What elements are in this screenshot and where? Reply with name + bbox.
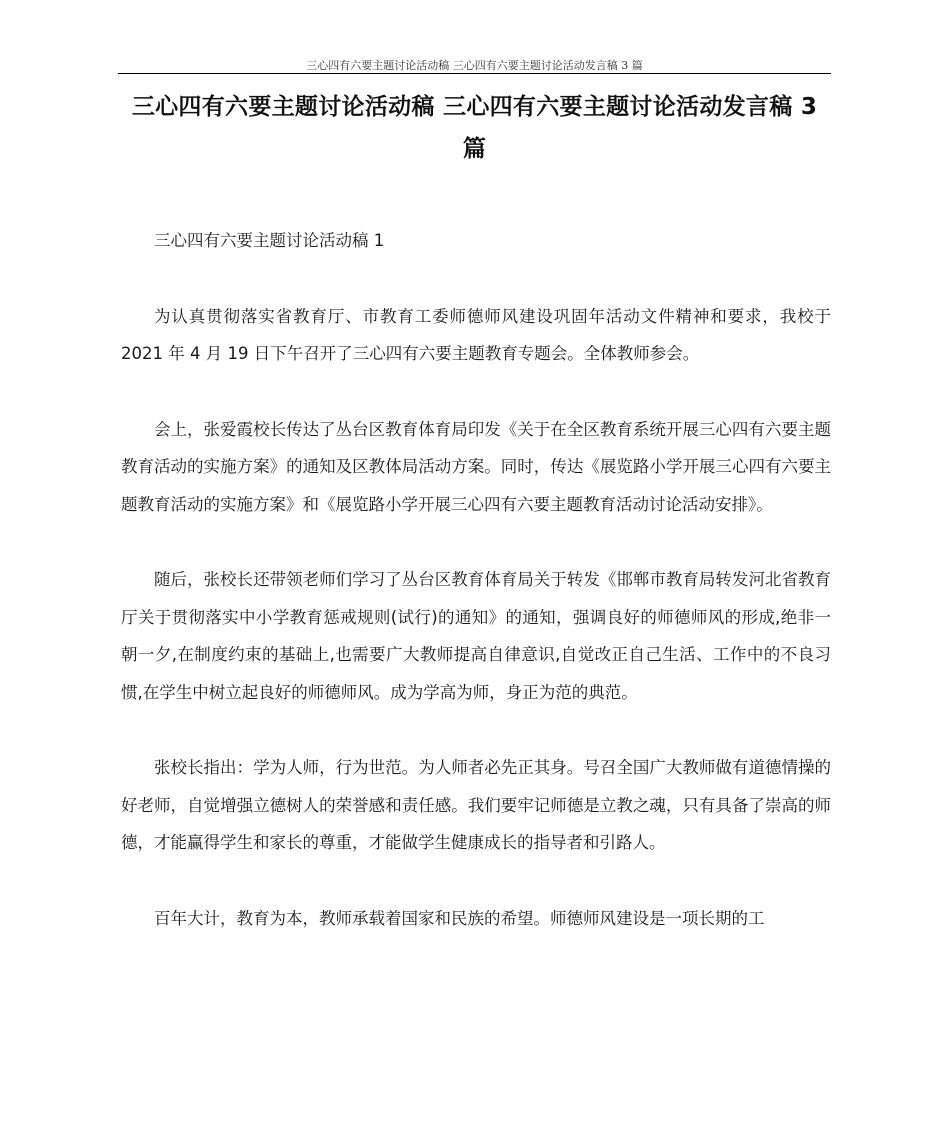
document-body	[121, 222, 831, 975]
paragraph: 百年大计，教育为本，教师承载着国家和民族的希望。师德师风建设是一项长期的工	[154, 908, 765, 928]
document-title: 三心四有六要主题讨论活动稿 三心四有六要主题讨论活动发言稿 3 篇	[131, 94, 818, 162]
section-heading: 三心四有六要主题讨论活动稿 1	[154, 231, 385, 250]
running-header: 三心四有六要主题讨论活动稿 三心四有六要主题讨论活动发言稿 3 篇	[306, 59, 643, 72]
header-rule	[118, 73, 831, 74]
paragraph: 张校长指出：学为人师，行为世范。为人师者必先正其身。号召全国广大教师做有道德情操的好老师，自觉增强立德树人的荣誉感和责任感。我们要牢记师德是立教之魂，只有具备了崇高的师德，才能赢得学生和家长的尊重，才能做学生健康成长的指导者和引路人。	[121, 758, 831, 852]
paragraph: 为认真贯彻落实省教育厅、市教育工委师德师风建设巩固年活动文件精神和要求，我校于 2021 年 4 月 19 日下午召开了三心四有六要主题教育专题会。全体教师参会。	[121, 306, 831, 363]
paragraph: 会上，张爱霞校长传达了丛台区教育体育局印发《关于在全区教育系统开展三心四有六要主题教育活动的实施方案》的通知及区教体局活动方案。同时，传达《展览路小学开展三心四有六要主题教育活动的实施方案》和《展览路小学开展三心四有六要主题教育活动讨论活动安排》。	[121, 419, 831, 514]
paragraph: 随后，张校长还带领老师们学习了丛台区教育体育局关于转发《邯郸市教育局转发河北省教育厅关于贯彻落实中小学教育惩戒规则(试行)的通知》的通知，强调良好的师德师风的形成,绝非一朝一夕,在制度约束的基础上,也需要广大教师提高自律意识,自觉改正自己生活、工作中的不良习惯,在学生中树立起良好的师德师风。成为学高为师，身正为范的典范。	[121, 570, 831, 702]
